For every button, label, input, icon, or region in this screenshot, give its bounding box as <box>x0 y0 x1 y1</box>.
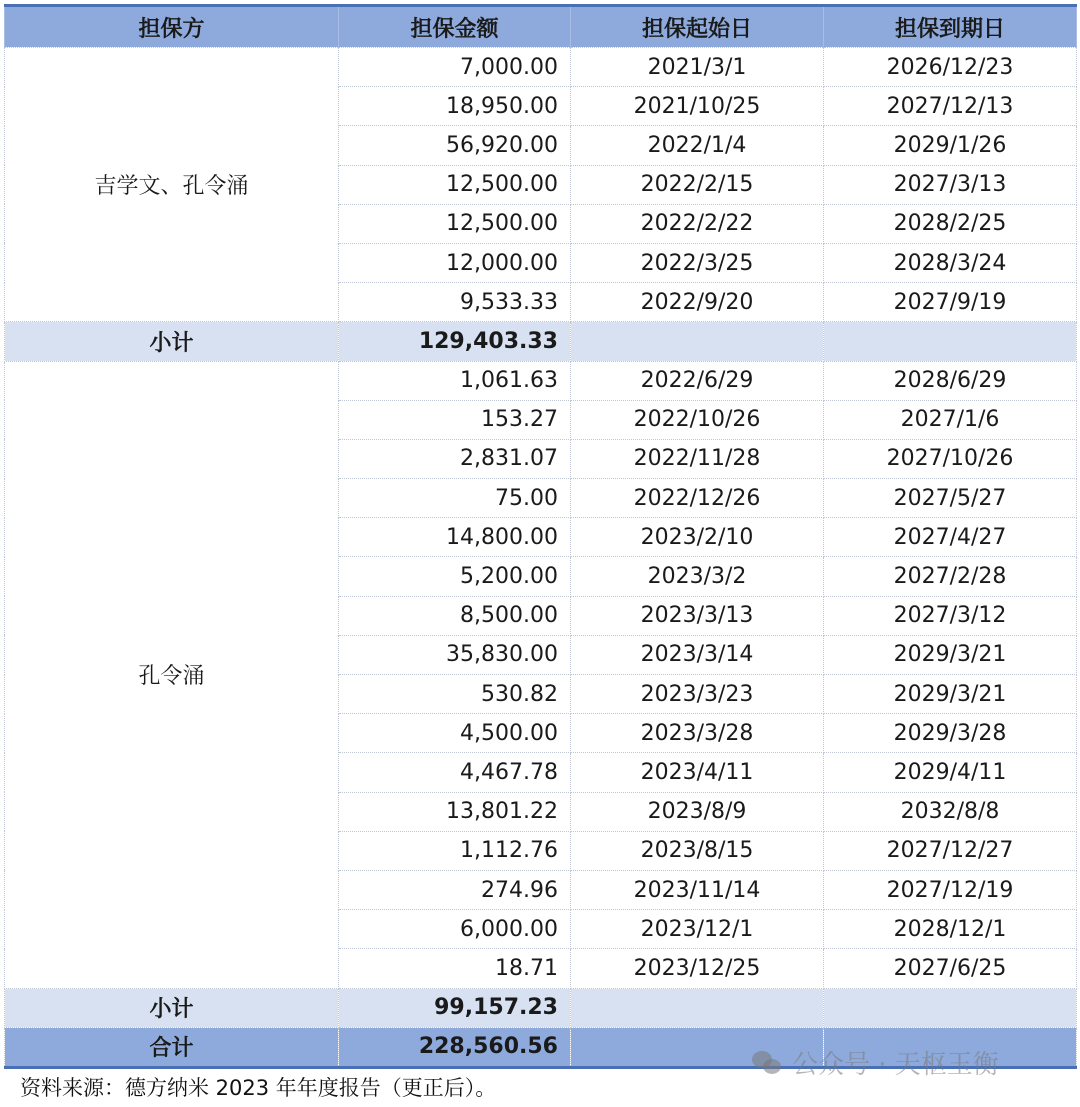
start-date-cell: 2023/3/14 <box>571 635 824 674</box>
end-date-cell: 2027/1/6 <box>824 400 1077 439</box>
amount-cell: 18,950.00 <box>339 87 571 126</box>
empty-cell <box>824 322 1077 361</box>
start-date-cell: 2022/10/26 <box>571 400 824 439</box>
end-date-cell: 2027/3/13 <box>824 165 1077 204</box>
amount-cell: 9,533.33 <box>339 283 571 322</box>
end-date-cell: 2028/6/29 <box>824 361 1077 400</box>
start-date-cell: 2022/1/4 <box>571 126 824 165</box>
end-date-cell: 2027/12/27 <box>824 831 1077 870</box>
start-date-cell: 2022/6/29 <box>571 361 824 400</box>
end-date-cell: 2029/3/21 <box>824 675 1077 714</box>
amount-cell: 8,500.00 <box>339 596 571 635</box>
amount-cell: 35,830.00 <box>339 635 571 674</box>
amount-cell: 4,500.00 <box>339 714 571 753</box>
end-date-cell: 2027/10/26 <box>824 439 1077 478</box>
start-date-cell: 2021/3/1 <box>571 48 824 87</box>
amount-cell: 12,500.00 <box>339 204 571 243</box>
end-date-cell: 2027/3/12 <box>824 596 1077 635</box>
empty-cell <box>571 988 824 1027</box>
amount-cell: 153.27 <box>339 400 571 439</box>
start-date-cell: 2023/3/13 <box>571 596 824 635</box>
end-date-cell: 2029/1/26 <box>824 126 1077 165</box>
start-date-cell: 2022/2/15 <box>571 165 824 204</box>
end-date-cell: 2028/3/24 <box>824 243 1077 282</box>
subtotal-label: 小计 <box>5 988 339 1027</box>
end-date-cell: 2029/3/21 <box>824 635 1077 674</box>
amount-cell: 18.71 <box>339 949 571 988</box>
header-end-date: 担保到期日 <box>824 6 1077 48</box>
amount-cell: 5,200.00 <box>339 557 571 596</box>
amount-cell: 1,112.76 <box>339 831 571 870</box>
end-date-cell: 2027/2/28 <box>824 557 1077 596</box>
guarantor-cell: 吉学文、孔令涌 <box>5 48 339 322</box>
amount-cell: 1,061.63 <box>339 361 571 400</box>
end-date-cell: 2027/5/27 <box>824 479 1077 518</box>
table-row <box>5 48 1077 87</box>
amount-cell: 6,000.00 <box>339 910 571 949</box>
empty-cell <box>571 322 824 361</box>
amount-cell: 13,801.22 <box>339 792 571 831</box>
start-date-cell: 2023/12/1 <box>571 910 824 949</box>
header-guarantor: 担保方 <box>5 6 339 48</box>
subtotal-amount: 129,403.33 <box>339 322 571 361</box>
end-date-cell: 2028/12/1 <box>824 910 1077 949</box>
subtotal-amount: 99,157.23 <box>339 988 571 1027</box>
end-date-cell: 2029/3/28 <box>824 714 1077 753</box>
source-note: 资料来源：德方纳米 2023 年年度报告（更正后）。 <box>20 1076 497 1100</box>
amount-cell: 12,000.00 <box>339 243 571 282</box>
header-start-date: 担保起始日 <box>571 6 824 48</box>
guarantee-table <box>4 4 1077 1069</box>
start-date-cell: 2023/3/2 <box>571 557 824 596</box>
table-row <box>5 361 1077 400</box>
end-date-cell: 2027/12/13 <box>824 87 1077 126</box>
end-date-cell: 2032/8/8 <box>824 792 1077 831</box>
subtotal-row <box>5 988 1077 1027</box>
end-date-cell: 2027/6/25 <box>824 949 1077 988</box>
end-date-cell: 2027/12/19 <box>824 870 1077 909</box>
amount-cell: 7,000.00 <box>339 48 571 87</box>
amount-cell: 75.00 <box>339 479 571 518</box>
amount-cell: 12,500.00 <box>339 165 571 204</box>
guarantor-cell: 孔令涌 <box>5 361 339 988</box>
watermark-text: 公众号 · 天枢玉衡 <box>792 1050 999 1080</box>
start-date-cell: 2022/3/25 <box>571 243 824 282</box>
end-date-cell: 2028/2/25 <box>824 204 1077 243</box>
amount-cell: 56,920.00 <box>339 126 571 165</box>
empty-cell <box>824 988 1077 1027</box>
amount-cell: 2,831.07 <box>339 439 571 478</box>
amount-cell: 530.82 <box>339 675 571 714</box>
subtotal-label: 小计 <box>5 322 339 361</box>
start-date-cell: 2022/9/20 <box>571 283 824 322</box>
end-date-cell: 2026/12/23 <box>824 48 1077 87</box>
start-date-cell: 2022/12/26 <box>571 479 824 518</box>
watermark <box>752 1044 999 1081</box>
amount-cell: 14,800.00 <box>339 518 571 557</box>
subtotal-row <box>5 322 1077 361</box>
start-date-cell: 2021/10/25 <box>571 87 824 126</box>
start-date-cell: 2023/8/9 <box>571 792 824 831</box>
end-date-cell: 2027/9/19 <box>824 283 1077 322</box>
start-date-cell: 2022/2/22 <box>571 204 824 243</box>
start-date-cell: 2023/3/23 <box>571 675 824 714</box>
header-amount: 担保金额 <box>339 6 571 48</box>
start-date-cell: 2023/4/11 <box>571 753 824 792</box>
end-date-cell: 2029/4/11 <box>824 753 1077 792</box>
start-date-cell: 2023/8/15 <box>571 831 824 870</box>
start-date-cell: 2023/2/10 <box>571 518 824 557</box>
amount-cell: 274.96 <box>339 870 571 909</box>
start-date-cell: 2023/12/25 <box>571 949 824 988</box>
amount-cell: 4,467.78 <box>339 753 571 792</box>
end-date-cell: 2027/4/27 <box>824 518 1077 557</box>
start-date-cell: 2023/11/14 <box>571 870 824 909</box>
header-row <box>5 6 1077 48</box>
total-amount: 228,560.56 <box>339 1027 571 1067</box>
start-date-cell: 2023/3/28 <box>571 714 824 753</box>
start-date-cell: 2022/11/28 <box>571 439 824 478</box>
total-label: 合计 <box>5 1027 339 1067</box>
wechat-icon <box>752 1049 784 1077</box>
